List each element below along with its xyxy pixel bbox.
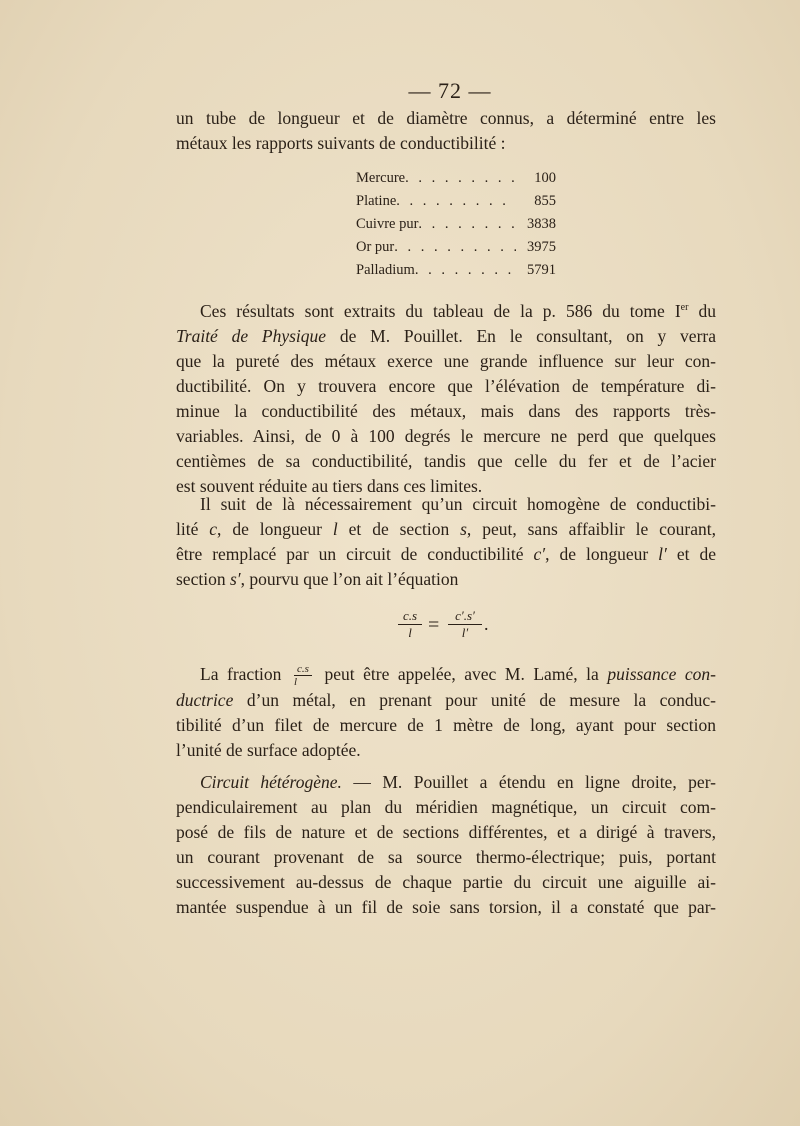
- metal-name: Palladium: [356, 262, 415, 278]
- metal-value: 855: [534, 193, 556, 209]
- metal-name: Cuivre pur: [356, 216, 419, 232]
- text-line: lité c, de longueur l et de section s, peut, sans affaiblir le courant,: [176, 519, 716, 539]
- metal-value: 3838: [527, 216, 556, 232]
- table-row: [356, 190, 556, 213]
- text-line: variables. Ainsi, de 0 à 100 degrés le mercure ne perd que quelques: [176, 425, 716, 446]
- text-line: un tube de longueur et de diamètre connus, a déterminé entre les: [176, 108, 716, 128]
- text-line: ductibilité. On y trouvera encore que l’élévation de température di-: [176, 375, 716, 396]
- text-line: métaux les rapports suivants de conductibilité :: [176, 133, 506, 153]
- conductivity-equation: [398, 608, 518, 648]
- text-line: Circuit hétérogène. — M. Pouillet a étendu en ligne droite, per-: [200, 772, 717, 792]
- text-line: tibilité d’un filet de mercure de 1 mètre de long, ayant pour section: [176, 715, 716, 736]
- page-number: — 72 —: [408, 78, 492, 103]
- conductivity-table: [356, 167, 556, 282]
- text-line: un courant provenant de sa source thermo-électrique; puis, portant: [176, 847, 716, 867]
- equation-period: .: [484, 614, 489, 634]
- paragraph-heterogeneous-circuit: [176, 770, 716, 920]
- paragraph-results: [176, 295, 716, 499]
- text-line: Traité de Physique de M. Pouillet. En le consultant, on y verra: [176, 325, 716, 346]
- text-line: Il suit de là nécessairement qu’un circuit homogène de conductibi-: [200, 494, 716, 514]
- text-line: l’unité de surface adoptée.: [176, 740, 361, 761]
- lhs-fraction: $\frac{c.s}{l}$: [398, 608, 422, 641]
- metal-name: Or pur: [356, 239, 395, 255]
- metal-value: 5791: [527, 262, 556, 278]
- book-title: Traité de Physique: [176, 325, 327, 346]
- table-row: [356, 236, 556, 259]
- text-line: ductrice d’un métal, en prenant pour unité de mesure la conduc-: [176, 690, 716, 711]
- table-row: [356, 167, 556, 190]
- text-line: est souvent réduite au tiers dans ces limites.: [176, 475, 483, 496]
- text-line: minue la conductibilité des métaux, mais dans des rapports très-: [176, 400, 716, 421]
- table-row: [356, 213, 556, 236]
- text-line: posé de fils de nature et de sections différentes, et a dirigé à travers,: [176, 822, 716, 842]
- text-line: Ces résultats sont extraits du tableau de la p. 586 du tome Ier du: [200, 300, 716, 321]
- text-line: section s′, pourvu que l’on ait l’équation: [176, 569, 459, 589]
- inline-fraction: $\frac{c.s}{l}$: [294, 663, 312, 688]
- section-heading: Circuit hétérogène.: [200, 772, 342, 792]
- text-line: successivement au-dessus de chaque partie du circuit une aiguille ai-: [176, 872, 716, 892]
- equals-sign: =: [428, 614, 440, 636]
- metal-value: 100: [534, 170, 556, 186]
- intro-paragraph: [176, 106, 716, 156]
- rhs-fraction: $\frac{c'.s'}{l'}$: [448, 608, 482, 641]
- text-line: que la pureté des métaux exerce une grande influence sur leur con-: [176, 350, 716, 371]
- text-line: mantée suspendue à un fil de soie sans torsion, il a constaté que par-: [176, 897, 716, 917]
- text-line: être remplacé par un circuit de conductibilité c′, de longueur l′ et de: [176, 544, 716, 564]
- paragraph-homogeneous-circuit: [176, 492, 716, 592]
- text-line: centièmes de sa conductibilité, tandis que celle du fer et de l’acier: [176, 450, 716, 471]
- metal-name: Platine: [356, 193, 397, 209]
- metal-value: 3975: [527, 239, 556, 255]
- text-line: pendiculairement au plan du méridien magnétique, un circuit com-: [176, 797, 716, 817]
- table-row: [356, 259, 556, 282]
- text-line: La fraction $\frac{c.s}{l}$ peut être appelée, avec M. Lamé, la puissance con-: [200, 663, 716, 689]
- paragraph-conducting-power: [176, 662, 716, 763]
- metal-name: Mercure: [356, 170, 406, 186]
